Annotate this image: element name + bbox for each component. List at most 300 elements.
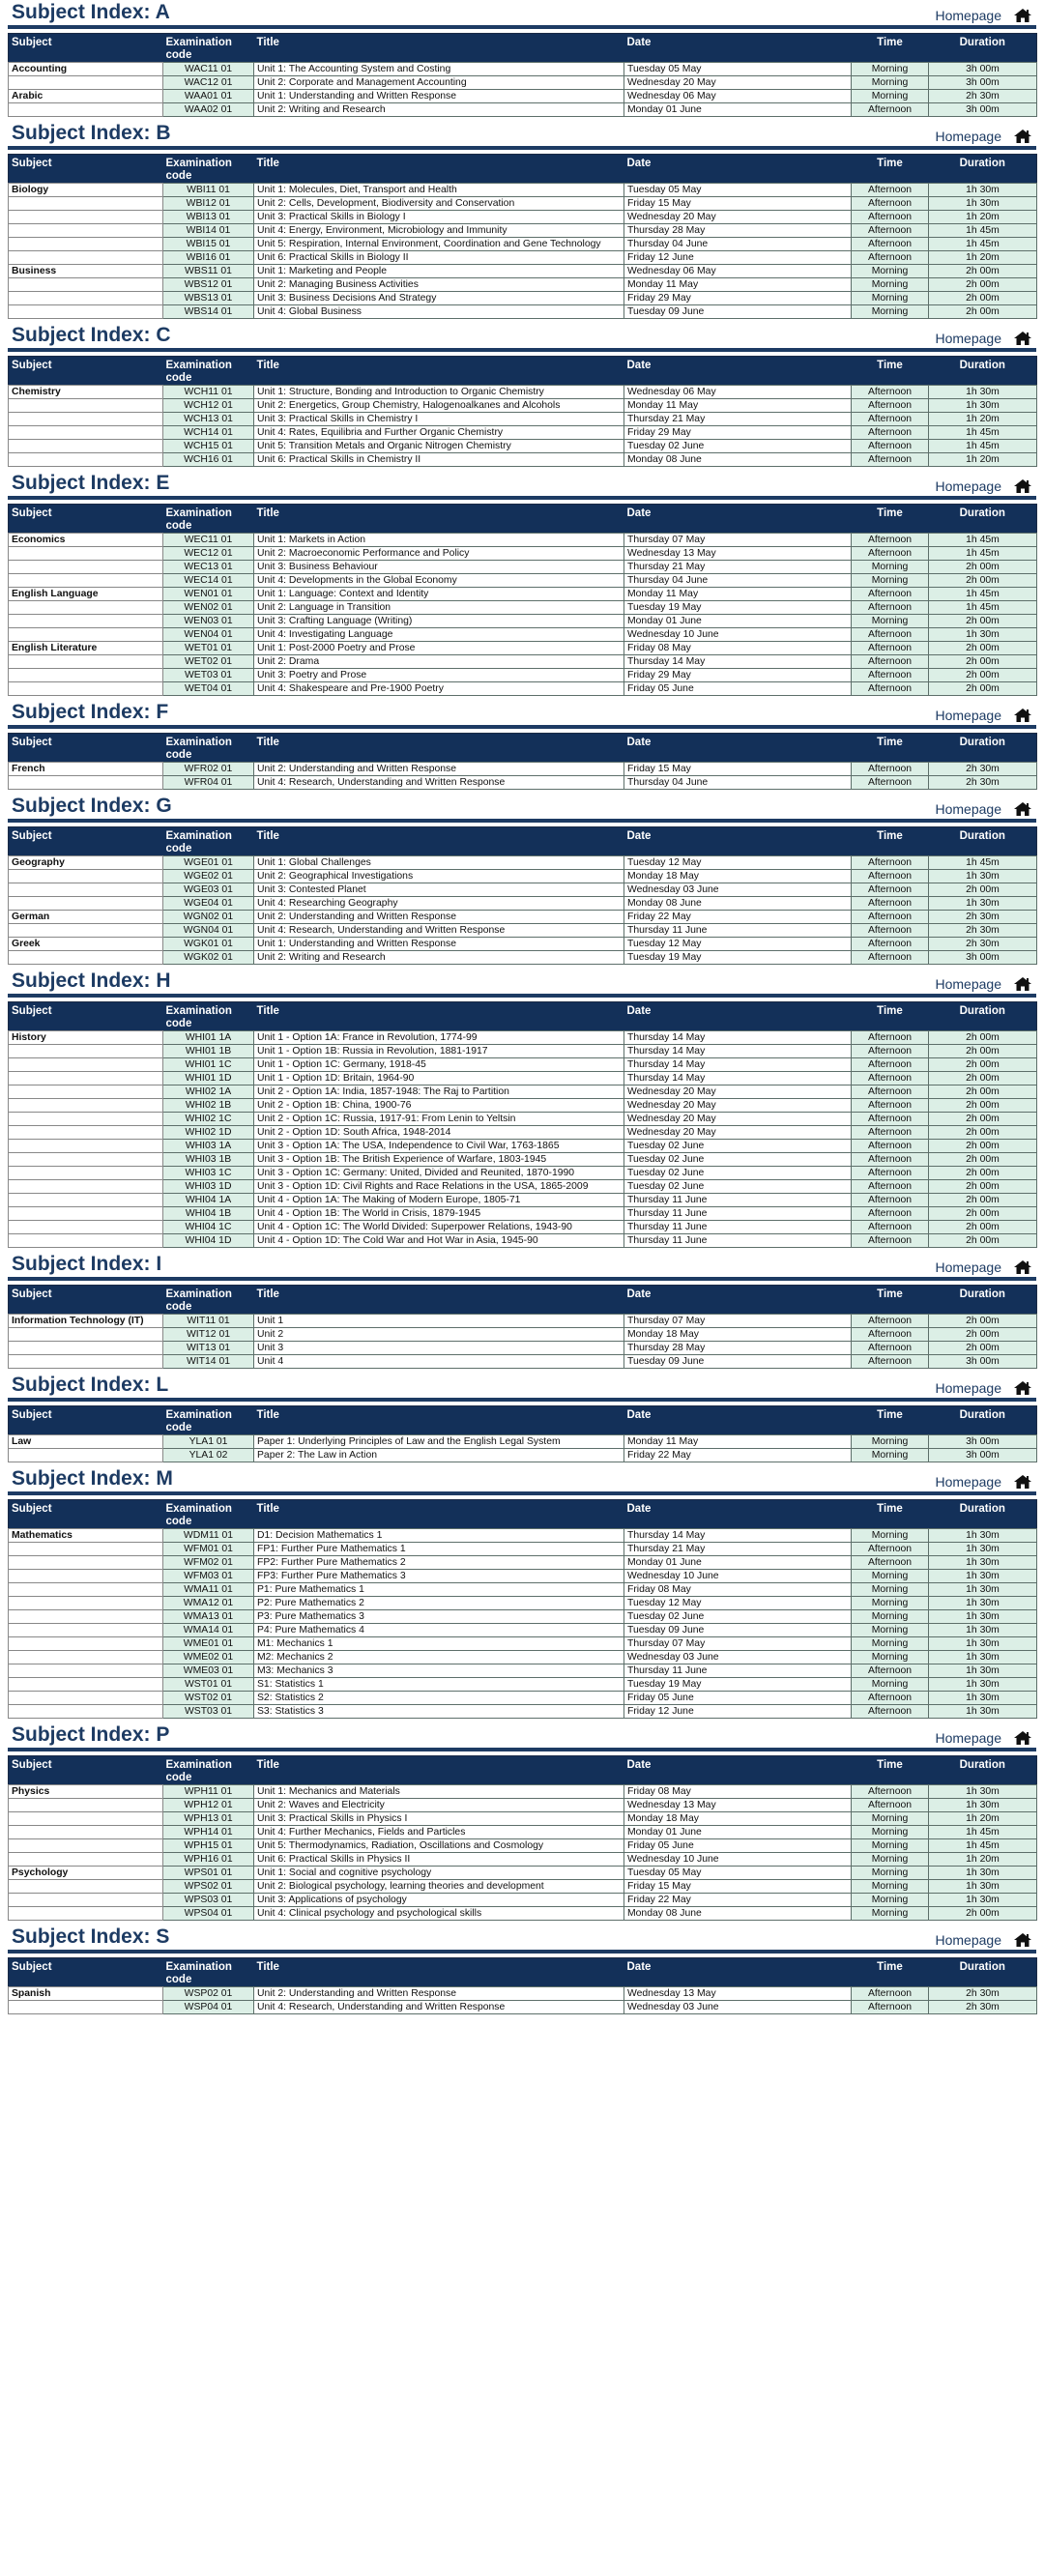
table-row: [9, 1167, 1037, 1180]
date-cell: Thursday 11 June: [624, 1194, 852, 1207]
date-cell: Monday 11 May: [624, 399, 852, 413]
title-cell: Unit 1 - Option 1A: France in Revolution, 1774-99: [254, 1031, 624, 1045]
exam-code-cell: WCH11 01: [163, 386, 254, 399]
subject-cell: [9, 292, 163, 305]
title-cell: Unit 1: The Accounting System and Costing: [254, 63, 624, 76]
date-cell: Wednesday 13 May: [624, 1799, 852, 1812]
duration-cell: 2h 00m: [929, 1058, 1037, 1072]
time-cell: Morning: [852, 1839, 929, 1853]
subject-index-section: [8, 471, 1036, 696]
table-row: [9, 90, 1037, 103]
date-cell: Wednesday 06 May: [624, 90, 852, 103]
duration-cell: 1h 30m: [929, 1705, 1037, 1719]
duration-cell: 2h 30m: [929, 938, 1037, 951]
table-row: [9, 1867, 1037, 1880]
duration-cell: 2h 00m: [929, 1315, 1037, 1328]
home-icon[interactable]: [1013, 976, 1032, 992]
home-icon[interactable]: [1013, 129, 1032, 144]
col-header-duration: Duration: [929, 505, 1037, 534]
subject-cell: [9, 1234, 163, 1248]
time-cell: Afternoon: [852, 763, 929, 776]
title-cell: Unit 5: Respiration, Internal Environment, Coordination and Gene Technology: [254, 238, 624, 251]
duration-cell: 2h 00m: [929, 278, 1037, 292]
col-header-duration: Duration: [929, 34, 1037, 63]
title-cell: Unit 6: Practical Skills in Physics II: [254, 1853, 624, 1867]
time-cell: Morning: [852, 1880, 929, 1894]
col-header-time: Time: [852, 827, 929, 856]
exam-code-cell: WBI15 01: [163, 238, 254, 251]
date-cell: Tuesday 05 May: [624, 184, 852, 197]
duration-cell: 1h 30m: [929, 1664, 1037, 1678]
time-cell: Morning: [852, 574, 929, 588]
subject-cell: Mathematics: [9, 1529, 163, 1543]
time-cell: Afternoon: [852, 251, 929, 265]
date-cell: Thursday 04 June: [624, 574, 852, 588]
section-header: [8, 1925, 1036, 1954]
table-header-row: [9, 357, 1037, 386]
table-row: [9, 574, 1037, 588]
homepage-link[interactable]: [936, 1259, 1033, 1275]
homepage-label[interactable]: Homepage: [935, 1932, 1001, 1948]
time-cell: Afternoon: [852, 951, 929, 965]
subject-cell: [9, 413, 163, 426]
title-cell: Unit 1: Mechanics and Materials: [254, 1785, 624, 1799]
table-row: [9, 1031, 1037, 1045]
date-cell: Thursday 21 May: [624, 561, 852, 574]
time-cell: Morning: [852, 1826, 929, 1839]
date-cell: Friday 15 May: [624, 197, 852, 211]
duration-cell: 2h 00m: [929, 883, 1037, 897]
col-header-duration: Duration: [929, 1500, 1037, 1529]
date-cell: Friday 22 May: [624, 911, 852, 924]
table-row: [9, 292, 1037, 305]
homepage-label[interactable]: Homepage: [935, 1259, 1001, 1275]
col-header-title: Title: [254, 734, 624, 763]
table-row: [9, 1880, 1037, 1894]
homepage-label[interactable]: Homepage: [935, 129, 1001, 144]
time-cell: Morning: [852, 1853, 929, 1867]
title-cell: Unit 1: Structure, Bonding and Introduction to Organic Chemistry: [254, 386, 624, 399]
table-row: [9, 1812, 1037, 1826]
table-row: [9, 1449, 1037, 1462]
duration-cell: 1h 30m: [929, 1880, 1037, 1894]
duration-cell: 1h 20m: [929, 413, 1037, 426]
title-cell: Unit 4: Developments in the Global Economy: [254, 574, 624, 588]
table-row: [9, 1153, 1037, 1167]
exam-code-cell: WST03 01: [163, 1705, 254, 1719]
section-header: [8, 471, 1036, 500]
title-cell: P1: Pure Mathematics 1: [254, 1583, 624, 1597]
section-title: Subject Index: G: [12, 795, 172, 817]
col-header-date: Date: [624, 1286, 852, 1315]
table-row: [9, 1328, 1037, 1342]
title-cell: Unit 1 - Option 1B: Russia in Revolution, 1881-1917: [254, 1045, 624, 1058]
homepage-label[interactable]: Homepage: [935, 1474, 1001, 1490]
time-cell: Afternoon: [852, 238, 929, 251]
title-cell: Unit 1: [254, 1315, 624, 1328]
subject-index-section: [8, 1925, 1036, 2014]
subject-cell: [9, 615, 163, 628]
date-cell: Friday 08 May: [624, 642, 852, 655]
table-row: [9, 76, 1037, 90]
title-cell: Unit 4 - Option 1B: The World in Crisis, 1879-1945: [254, 1207, 624, 1221]
subject-cell: Geography: [9, 856, 163, 870]
homepage-link[interactable]: [936, 331, 1033, 346]
date-cell: Wednesday 20 May: [624, 1099, 852, 1113]
date-cell: Friday 08 May: [624, 1583, 852, 1597]
section-title: Subject Index: E: [12, 472, 170, 494]
homepage-label[interactable]: Homepage: [935, 976, 1001, 992]
exam-code-cell: WHI04 1B: [163, 1207, 254, 1221]
col-header-time: Time: [852, 1002, 929, 1031]
table-row: [9, 1221, 1037, 1234]
table-row: [9, 561, 1037, 574]
subject-cell: [9, 776, 163, 790]
home-icon[interactable]: [1013, 1259, 1032, 1275]
duration-cell: 3h 00m: [929, 1449, 1037, 1462]
col-header-date: Date: [624, 1500, 852, 1529]
subject-cell: Business: [9, 265, 163, 278]
table-row: [9, 1085, 1037, 1099]
title-cell: Paper 1: Underlying Principles of Law and the English Legal System: [254, 1435, 624, 1449]
date-cell: Tuesday 19 May: [624, 951, 852, 965]
date-cell: Monday 11 May: [624, 1435, 852, 1449]
time-cell: Afternoon: [852, 1085, 929, 1099]
subject-index-section: [8, 1722, 1036, 1921]
homepage-label[interactable]: Homepage: [935, 708, 1001, 723]
home-icon[interactable]: [1013, 1380, 1032, 1396]
title-cell: Unit 4: Investigating Language: [254, 628, 624, 642]
col-header-duration: Duration: [929, 1286, 1037, 1315]
subject-cell: [9, 1853, 163, 1867]
home-icon[interactable]: [1013, 8, 1032, 23]
duration-cell: 2h 00m: [929, 642, 1037, 655]
subject-cell: [9, 883, 163, 897]
date-cell: Monday 01 June: [624, 103, 852, 117]
date-cell: Friday 12 June: [624, 251, 852, 265]
col-header-time: Time: [852, 34, 929, 63]
table-row: [9, 1826, 1037, 1839]
title-cell: Unit 3: Business Behaviour: [254, 561, 624, 574]
duration-cell: 2h 00m: [929, 561, 1037, 574]
exam-code-cell: WME01 01: [163, 1637, 254, 1651]
date-cell: Thursday 04 June: [624, 238, 852, 251]
date-cell: Tuesday 02 June: [624, 1610, 852, 1624]
homepage-label[interactable]: Homepage: [935, 801, 1001, 817]
home-icon[interactable]: [1013, 708, 1032, 723]
duration-cell: 1h 30m: [929, 197, 1037, 211]
subject-cell: [9, 224, 163, 238]
duration-cell: 1h 45m: [929, 588, 1037, 601]
duration-cell: 1h 45m: [929, 547, 1037, 561]
title-cell: Unit 2: Writing and Research: [254, 951, 624, 965]
duration-cell: 1h 30m: [929, 184, 1037, 197]
duration-cell: 1h 30m: [929, 1785, 1037, 1799]
title-cell: Unit 2: Drama: [254, 655, 624, 669]
time-cell: Morning: [852, 1570, 929, 1583]
time-cell: Morning: [852, 1449, 929, 1462]
homepage-label[interactable]: Homepage: [935, 8, 1001, 23]
duration-cell: 2h 00m: [929, 1194, 1037, 1207]
exam-code-cell: WIT13 01: [163, 1342, 254, 1355]
table-row: [9, 1543, 1037, 1556]
subject-cell: [9, 1583, 163, 1597]
homepage-link[interactable]: [936, 129, 1033, 144]
table-row: [9, 1705, 1037, 1719]
date-cell: Friday 05 June: [624, 1692, 852, 1705]
subject-cell: [9, 1085, 163, 1099]
duration-cell: 1h 45m: [929, 534, 1037, 547]
homepage-label[interactable]: Homepage: [935, 1380, 1001, 1396]
date-cell: Thursday 11 June: [624, 1207, 852, 1221]
title-cell: S2: Statistics 2: [254, 1692, 624, 1705]
duration-cell: 3h 00m: [929, 1435, 1037, 1449]
table-row: [9, 1785, 1037, 1799]
homepage-link[interactable]: [936, 8, 1033, 23]
time-cell: Afternoon: [852, 642, 929, 655]
exam-code-cell: WBS12 01: [163, 278, 254, 292]
homepage-link[interactable]: [936, 1380, 1033, 1396]
subject-cell: [9, 1153, 163, 1167]
homepage-label[interactable]: Homepage: [935, 478, 1001, 494]
duration-cell: 2h 00m: [929, 305, 1037, 319]
duration-cell: 2h 00m: [929, 682, 1037, 696]
exam-code-cell: WFM02 01: [163, 1556, 254, 1570]
subject-cell: Arabic: [9, 90, 163, 103]
title-cell: Unit 1 - Option 1D: Britain, 1964-90: [254, 1072, 624, 1085]
exam-code-cell: WGE03 01: [163, 883, 254, 897]
date-cell: Wednesday 06 May: [624, 265, 852, 278]
table-header-row: [9, 1500, 1037, 1529]
homepage-label[interactable]: Homepage: [935, 1730, 1001, 1746]
col-header-date: Date: [624, 357, 852, 386]
exam-code-cell: WPS02 01: [163, 1880, 254, 1894]
homepage-link[interactable]: [936, 801, 1033, 817]
exam-code-cell: WET01 01: [163, 642, 254, 655]
exam-code-cell: WBI11 01: [163, 184, 254, 197]
homepage-link[interactable]: [936, 1730, 1033, 1746]
date-cell: Thursday 11 June: [624, 1664, 852, 1678]
subject-cell: [9, 1543, 163, 1556]
title-cell: Unit 2: Corporate and Management Accounting: [254, 76, 624, 90]
col-header-time: Time: [852, 1958, 929, 1987]
table-row: [9, 426, 1037, 440]
section-header: [8, 1373, 1036, 1402]
title-cell: Unit 2: Cells, Development, Biodiversity and Conservation: [254, 197, 624, 211]
subject-cell: German: [9, 911, 163, 924]
subject-cell: [9, 574, 163, 588]
home-icon[interactable]: [1013, 478, 1032, 494]
exam-code-cell: WHI03 1A: [163, 1140, 254, 1153]
subject-cell: [9, 924, 163, 938]
duration-cell: 1h 30m: [929, 1556, 1037, 1570]
title-cell: Unit 1: Language: Context and Identity: [254, 588, 624, 601]
exam-code-cell: WHI02 1A: [163, 1085, 254, 1099]
time-cell: Afternoon: [852, 1045, 929, 1058]
subject-cell: [9, 1880, 163, 1894]
subject-cell: [9, 1328, 163, 1342]
home-icon[interactable]: [1013, 1474, 1032, 1490]
subject-cell: [9, 1812, 163, 1826]
homepage-link[interactable]: [936, 1474, 1033, 1490]
home-icon[interactable]: [1013, 1932, 1032, 1948]
duration-cell: 2h 00m: [929, 1342, 1037, 1355]
time-cell: Morning: [852, 292, 929, 305]
subject-cell: Information Technology (IT): [9, 1315, 163, 1328]
exam-code-cell: WGE01 01: [163, 856, 254, 870]
time-cell: Morning: [852, 1678, 929, 1692]
time-cell: Afternoon: [852, 1315, 929, 1328]
duration-cell: 1h 30m: [929, 1543, 1037, 1556]
exam-code-cell: WHI03 1C: [163, 1167, 254, 1180]
homepage-link[interactable]: [936, 976, 1033, 992]
title-cell: P4: Pure Mathematics 4: [254, 1624, 624, 1637]
time-cell: Afternoon: [852, 1987, 929, 2001]
section-header: [8, 121, 1036, 150]
time-cell: Afternoon: [852, 426, 929, 440]
date-cell: Thursday 14 May: [624, 1058, 852, 1072]
title-cell: Unit 2: Waves and Electricity: [254, 1799, 624, 1812]
duration-cell: 2h 00m: [929, 265, 1037, 278]
subject-cell: [9, 1637, 163, 1651]
table-row: [9, 1894, 1037, 1907]
duration-cell: 2h 30m: [929, 924, 1037, 938]
subject-cell: Chemistry: [9, 386, 163, 399]
subject-cell: [9, 897, 163, 911]
time-cell: Afternoon: [852, 883, 929, 897]
subject-cell: [9, 1449, 163, 1462]
table-row: [9, 440, 1037, 453]
duration-cell: 1h 30m: [929, 1894, 1037, 1907]
col-header-subject: Subject: [9, 1406, 163, 1435]
col-header-code: Examination code: [163, 1286, 254, 1315]
table-header-row: [9, 1406, 1037, 1435]
exam-code-cell: WPH13 01: [163, 1812, 254, 1826]
time-cell: Afternoon: [852, 1072, 929, 1085]
col-header-code: Examination code: [163, 357, 254, 386]
section-header: [8, 323, 1036, 352]
duration-cell: 2h 00m: [929, 1221, 1037, 1234]
col-header-code: Examination code: [163, 505, 254, 534]
exam-code-cell: WAA02 01: [163, 103, 254, 117]
homepage-link[interactable]: [936, 708, 1033, 723]
col-header-subject: Subject: [9, 827, 163, 856]
homepage-label[interactable]: Homepage: [935, 331, 1001, 346]
title-cell: Unit 3: Business Decisions And Strategy: [254, 292, 624, 305]
subject-cell: [9, 655, 163, 669]
subject-cell: [9, 1355, 163, 1369]
exam-code-cell: WBI12 01: [163, 197, 254, 211]
col-header-time: Time: [852, 1406, 929, 1435]
date-cell: Monday 01 June: [624, 1556, 852, 1570]
date-cell: Friday 15 May: [624, 1880, 852, 1894]
home-icon[interactable]: [1013, 801, 1032, 817]
duration-cell: 1h 30m: [929, 1529, 1037, 1543]
section-title: Subject Index: F: [12, 701, 169, 723]
time-cell: Morning: [852, 63, 929, 76]
table-row: [9, 615, 1037, 628]
exam-table: [8, 1405, 1037, 1462]
table-row: [9, 655, 1037, 669]
table-row: [9, 924, 1037, 938]
col-header-title: Title: [254, 1756, 624, 1785]
time-cell: Morning: [852, 278, 929, 292]
table-row: [9, 1664, 1037, 1678]
time-cell: Afternoon: [852, 1207, 929, 1221]
subject-cell: [9, 197, 163, 211]
duration-cell: 2h 00m: [929, 292, 1037, 305]
table-header-row: [9, 734, 1037, 763]
subject-cell: [9, 1692, 163, 1705]
duration-cell: 2h 00m: [929, 1140, 1037, 1153]
table-row: [9, 1355, 1037, 1369]
time-cell: Afternoon: [852, 1140, 929, 1153]
homepage-link[interactable]: [936, 1932, 1033, 1948]
exam-code-cell: WBS14 01: [163, 305, 254, 319]
title-cell: Unit 2: Managing Business Activities: [254, 278, 624, 292]
table-header-row: [9, 1286, 1037, 1315]
title-cell: Unit 4: [254, 1355, 624, 1369]
subject-index-section: [8, 0, 1036, 117]
table-row: [9, 897, 1037, 911]
exam-code-cell: WHI04 1A: [163, 1194, 254, 1207]
col-header-duration: Duration: [929, 1756, 1037, 1785]
homepage-link[interactable]: [936, 478, 1033, 494]
duration-cell: 1h 20m: [929, 211, 1037, 224]
time-cell: Afternoon: [852, 1126, 929, 1140]
date-cell: Tuesday 09 June: [624, 1355, 852, 1369]
title-cell: FP2: Further Pure Mathematics 2: [254, 1556, 624, 1570]
duration-cell: 2h 30m: [929, 911, 1037, 924]
title-cell: Unit 2: Understanding and Written Response: [254, 1987, 624, 2001]
duration-cell: 2h 00m: [929, 1907, 1037, 1921]
exam-code-cell: WSP02 01: [163, 1987, 254, 2001]
subject-cell: [9, 1610, 163, 1624]
date-cell: Tuesday 02 June: [624, 1153, 852, 1167]
date-cell: Thursday 07 May: [624, 1315, 852, 1328]
home-icon[interactable]: [1013, 1730, 1032, 1746]
title-cell: P2: Pure Mathematics 2: [254, 1597, 624, 1610]
time-cell: Afternoon: [852, 2001, 929, 2014]
duration-cell: 2h 00m: [929, 669, 1037, 682]
exam-code-cell: WEN03 01: [163, 615, 254, 628]
col-header-code: Examination code: [163, 1002, 254, 1031]
subject-cell: [9, 561, 163, 574]
time-cell: Afternoon: [852, 1113, 929, 1126]
exam-code-cell: WST02 01: [163, 1692, 254, 1705]
col-header-title: Title: [254, 1406, 624, 1435]
date-cell: Friday 29 May: [624, 292, 852, 305]
date-cell: Monday 11 May: [624, 278, 852, 292]
col-header-date: Date: [624, 1406, 852, 1435]
time-cell: Morning: [852, 305, 929, 319]
time-cell: Morning: [852, 1907, 929, 1921]
table-row: [9, 1987, 1037, 2001]
title-cell: Unit 1 - Option 1C: Germany, 1918-45: [254, 1058, 624, 1072]
home-icon[interactable]: [1013, 331, 1032, 346]
title-cell: Unit 2: Understanding and Written Response: [254, 911, 624, 924]
subject-cell: [9, 1221, 163, 1234]
title-cell: Unit 1: Marketing and People: [254, 265, 624, 278]
col-header-date: Date: [624, 827, 852, 856]
duration-cell: 1h 45m: [929, 1839, 1037, 1853]
section-header: [8, 0, 1036, 29]
duration-cell: 1h 30m: [929, 628, 1037, 642]
time-cell: Afternoon: [852, 601, 929, 615]
subject-cell: [9, 1624, 163, 1637]
table-row: [9, 911, 1037, 924]
table-row: [9, 1234, 1037, 1248]
